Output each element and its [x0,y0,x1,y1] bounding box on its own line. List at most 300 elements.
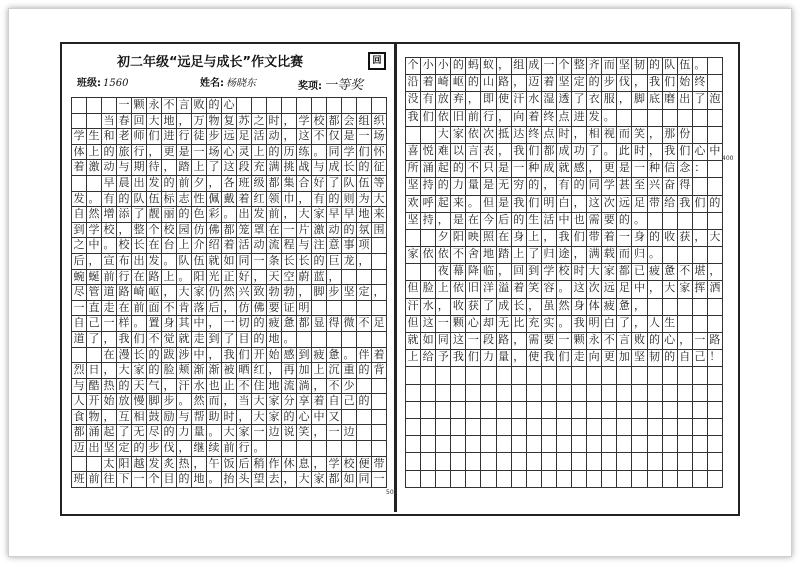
grid-cell: 上 [177,238,192,254]
grid-cell [406,471,421,488]
grid-cell: 罩 [252,223,267,239]
grid-cell [436,385,451,402]
grid-cell: 红 [252,363,267,379]
grid-cell: ， [497,110,512,127]
grid-cell [342,332,357,348]
grid-cell: 有 [557,178,572,195]
grid-cell: 中 [632,281,647,298]
grid-cell: 涌 [421,161,436,178]
grid-cell: 足 [632,196,647,213]
grid-cell: 发 [72,192,87,208]
grid-row [406,58,723,75]
grid-cell: 长 [342,160,357,176]
grid-cell: 时 [632,144,647,161]
grid-cell: 甚 [617,178,632,195]
grid-cell: 坚 [557,75,572,92]
grid-cell: 。 [282,332,297,348]
grid-cell: 们 [527,196,542,213]
grid-cell: 带 [372,457,387,473]
grid-cell: 永 [587,333,602,350]
grid-cell: 待 [147,160,162,176]
grid-row [406,75,723,92]
grid-cell: 们 [678,144,693,161]
grid-cell [693,299,708,316]
grid-cell: 置 [147,316,162,332]
grid-cell: 的 [342,223,357,239]
grid-cell: 着 [312,394,327,410]
grid-cell: 热 [177,457,192,473]
grid-cell: 加 [297,363,312,379]
grid-cell: 次 [602,196,617,213]
grid-row [72,316,387,332]
grid-cell: 的 [267,145,282,161]
grid-cell: 大 [252,394,267,410]
grid-cell: 穷 [512,178,527,195]
grid-cell [282,98,297,114]
grid-cell [512,419,527,436]
grid-cell: 旅 [117,145,132,161]
grid-cell: 终 [693,75,708,92]
grid-cell [648,213,663,230]
grid-cell: 的 [617,213,632,230]
grid-cell: 又 [327,410,342,426]
grid-cell: ， [512,350,527,367]
grid-cell: 抵 [497,127,512,144]
grid-cell: 自 [327,394,342,410]
grid-cell: 坚 [102,441,117,457]
grid-cell: 一 [693,333,708,350]
grid-cell: 依 [436,110,451,127]
grid-cell: 大 [663,281,678,298]
grid-cell: ， [357,254,372,270]
grid-cell: 无 [497,178,512,195]
grid-cell [497,402,512,419]
grid-cell: 这 [587,196,602,213]
grid-cell [693,385,708,402]
grid-cell [693,436,708,453]
grid-cell: 的 [587,75,602,92]
grid-cell [297,332,312,348]
grid-cell: 早 [342,207,357,223]
grid-cell: 中 [192,348,207,364]
grid-cell: 上 [436,281,451,298]
grid-cell: 止 [222,379,237,395]
grid-cell: 远 [222,129,237,145]
grid-cell [648,471,663,488]
grid-cell: 一 [466,333,481,350]
grid-cell: 各 [222,176,237,192]
grid-cell: 走 [192,332,207,348]
grid-cell [632,402,647,419]
grid-cell: 日 [87,363,102,379]
grid-cell: 败 [192,98,207,114]
grid-cell [602,453,617,470]
grid-cell: 所 [406,161,421,178]
grid-cell [436,471,451,488]
grid-row [406,161,723,178]
grid-cell: 更 [602,161,617,178]
grid-cell: 但 [481,196,496,213]
corner-box: 回 [368,52,386,70]
grid-cell: 在 [147,238,162,254]
grid-row [72,238,387,254]
grid-cell: 但 [406,281,421,298]
grid-cell [542,436,557,453]
grid-cell: 班 [237,176,252,192]
grid-cell: 大 [372,192,387,208]
grid-cell [312,301,327,317]
grid-cell [648,367,663,384]
grid-cell: 饭 [222,457,237,473]
grid-cell: 发 [147,254,162,270]
grid-cell [693,367,708,384]
grid-cell: 底 [648,92,663,109]
grid-cell: ， [632,316,647,333]
grid-cell: 。 [557,281,572,298]
grid-cell: 汗 [512,92,527,109]
grid-cell: ， [282,129,297,145]
grid-cell: 长 [512,299,527,316]
grid-cell: 力 [481,350,496,367]
grid-cell: 小 [421,58,436,75]
grid-cell: 天 [132,379,147,395]
grid-cell: 一 [632,161,647,178]
grid-cell: 当 [237,394,252,410]
grid-cell [708,161,723,178]
grid-cell: 了 [572,92,587,109]
grid-cell: 个 [557,58,572,75]
grid-cell [421,453,436,470]
grid-cell [693,402,708,419]
grid-cell: 心 [222,145,237,161]
grid-cell [372,425,387,441]
grid-cell [617,471,632,488]
grid-cell [617,436,632,453]
grid-cell: 仍 [207,285,222,301]
grid-cell [342,270,357,286]
grid-cell: 中 [192,316,207,332]
grid-row [72,129,387,145]
grid-cell: 身 [162,316,177,332]
grid-cell: 。 [312,145,327,161]
grid-cell: 互 [117,410,132,426]
grid-cell: 了 [617,316,632,333]
grid-cell [663,419,678,436]
grid-cell: 念 [678,161,693,178]
grid-cell: 。 [632,213,647,230]
grid-cell: 动 [252,238,267,254]
grid-cell: 长 [132,238,147,254]
grid-cell: 的 [451,161,466,178]
grid-cell: 不 [162,301,177,317]
grid-cell: 同 [436,333,451,350]
grid-cell: 自 [72,316,87,332]
grid-cell: 向 [587,350,602,367]
grid-cell: 疲 [312,348,327,364]
grid-cell: 蜒 [87,270,102,286]
grid-cell: 次 [587,281,602,298]
grid-cell: 征 [372,160,387,176]
grid-cell: 持 [421,213,436,230]
grid-cell: 光 [207,270,222,286]
grid-cell: 添 [117,207,132,223]
grid-cell: 起 [436,161,451,178]
grid-cell [282,441,297,457]
grid-cell: 宣 [102,254,117,270]
grid-cell: 我 [557,230,572,247]
grid-cell: 一 [557,333,572,350]
grid-cell [708,419,723,436]
right-writing-grid [405,57,723,488]
grid-cell [421,402,436,419]
grid-cell: 韧 [648,350,663,367]
grid-cell [632,419,647,436]
grid-cell: 们 [663,75,678,92]
grid-row [406,110,723,127]
grid-cell: 怀 [372,145,387,161]
grid-cell: 大 [117,363,132,379]
grid-cell: 。 [207,425,222,441]
grid-cell: 开 [252,348,267,364]
grid-cell: 一 [72,301,87,317]
grid-cell: 始 [678,75,693,92]
grid-row [72,285,387,301]
grid-cell [542,385,557,402]
grid-cell: 便 [357,457,372,473]
grid-cell: 来 [451,196,466,213]
grid-cell [648,436,663,453]
grid-cell: 的 [436,178,451,195]
grid-cell [648,299,663,316]
grid-cell: 颗 [132,98,147,114]
grid-cell: 悦 [421,144,436,161]
grid-cell: 成 [557,144,572,161]
grid-cell: 夜 [436,264,451,281]
grid-cell: 人 [648,316,663,333]
grid-cell: ， [252,270,267,286]
grid-cell: 大 [708,230,723,247]
grid-cell: 明 [542,196,557,213]
grid-cell: 体 [72,145,87,161]
grid-cell: ， [87,254,102,270]
grid-cell: 至 [632,178,647,195]
grid-cell: 家 [237,425,252,441]
grid-cell [342,98,357,114]
grid-cell: 。 [177,270,192,286]
grid-cell: 时 [557,127,572,144]
grid-cell: 我 [406,110,421,127]
grid-row [72,254,387,270]
grid-cell [572,402,587,419]
grid-cell: ， [102,332,117,348]
grid-cell: 远 [617,196,632,213]
grid-cell: 的 [102,145,117,161]
grid-cell: 道 [72,332,87,348]
grid-cell: 们 [237,348,252,364]
grid-cell: 说 [282,425,297,441]
grid-cell: 此 [617,144,632,161]
grid-cell: 活 [252,129,267,145]
grid-cell: 明 [587,316,602,333]
grid-cell [406,230,421,247]
grid-cell: 们 [527,144,542,161]
grid-cell: 去 [267,472,282,488]
grid-cell [542,471,557,488]
grid-cell: 早 [327,207,342,223]
grid-cell: 丽 [162,207,177,223]
grid-cell: 了 [481,299,496,316]
grid-cell: 我 [117,332,132,348]
grid-cell: 堪 [693,264,708,281]
grid-cell [678,110,693,127]
contest-title-text: 初二年级“远足与成长”作文比赛 [117,55,304,70]
grid-cell: 是 [177,145,192,161]
grid-cell: 条 [267,254,282,270]
grid-cell: 磨 [663,92,678,109]
grid-row [406,144,723,161]
grid-row [72,394,387,410]
grid-cell: 满 [587,247,602,264]
grid-cell: ， [282,207,297,223]
grid-cell: 。 [102,238,117,254]
grid-cell: 需 [587,213,602,230]
grid-cell: 沿 [406,75,421,92]
grid-cell [617,110,632,127]
grid-cell: 个 [147,472,162,488]
grid-cell: 脚 [147,394,162,410]
grid-cell: 园 [177,223,192,239]
grid-cell: ， [678,333,693,350]
grid-cell [237,98,252,114]
grid-cell: 灵 [237,145,252,161]
grid-cell: 着 [222,238,237,254]
grid-cell: 终 [527,127,542,144]
grid-cell: 组 [512,58,527,75]
grid-cell [497,367,512,384]
grid-cell: 自 [72,207,87,223]
grid-cell: 在 [267,223,282,239]
grid-cell: 泡 [708,92,723,109]
grid-cell: 蚁 [481,58,496,75]
grid-cell: 春 [117,114,132,130]
grid-row [406,230,723,247]
grid-cell: 息 [297,457,312,473]
grid-cell: 颗 [572,333,587,350]
grid-cell [572,419,587,436]
grid-cell: 气 [147,379,162,395]
grid-cell: 足 [237,129,252,145]
grid-cell: 上 [192,160,207,176]
grid-cell: 兴 [237,285,252,301]
class-label: 班级: [77,78,101,89]
grid-cell: 目 [237,332,252,348]
grid-cell: ！ [708,350,723,367]
grid-cell: 都 [222,223,237,239]
grid-cell: 为 [357,192,372,208]
grid-cell: 们 [693,196,708,213]
grid-cell: ， [282,472,297,488]
grid-cell [678,385,693,402]
grid-cell: 动 [267,129,282,145]
grid-cell: 生 [87,129,102,145]
grid-cell: 巨 [327,254,342,270]
grid-cell [451,471,466,488]
grid-cell: ， [237,410,252,426]
grid-cell: 走 [102,301,117,317]
grid-cell: 之 [252,114,267,130]
grid-cell: 涉 [177,348,192,364]
grid-cell: 在 [117,301,132,317]
grid-cell: 一 [117,98,132,114]
grid-cell [632,471,647,488]
grid-cell: 色 [192,207,207,223]
grid-cell: 的 [252,316,267,332]
grid-cell: 心 [663,333,678,350]
grid-cell: 道 [102,285,117,301]
grid-cell [312,332,327,348]
grid-cell: 都 [542,144,557,161]
grid-cell: 上 [406,350,421,367]
grid-cell: 练 [297,145,312,161]
grid-cell: 天 [267,270,282,286]
grid-cell: 的 [162,176,177,192]
grid-cell: 无 [497,316,512,333]
grid-cell [708,247,723,264]
grid-cell: 步 [147,441,162,457]
grid-cell [512,436,527,453]
grid-cell: 持 [421,178,436,195]
grid-row [406,213,723,230]
grid-cell [372,379,387,395]
grid-cell: 都 [327,114,342,130]
grid-cell [708,316,723,333]
grid-row [406,333,723,350]
grid-cell [497,419,512,436]
grid-cell: 力 [451,178,466,195]
grid-cell: 长 [282,254,297,270]
grid-cell [72,457,87,473]
page-divider [394,42,397,512]
grid-cell: 衣 [587,92,602,109]
grid-cell: 们 [572,230,587,247]
grid-cell: 的 [648,333,663,350]
grid-row [72,348,387,364]
grid-cell: 少 [342,379,357,395]
grid-cell: 给 [663,196,678,213]
grid-cell: 有 [312,192,327,208]
grid-cell: 的 [177,207,192,223]
grid-cell: ， [162,285,177,301]
grid-cell: 脸 [421,281,436,298]
grid-cell: 们 [557,350,572,367]
class-field [77,74,128,89]
grid-cell [102,98,117,114]
grid-cell [357,98,372,114]
grid-cell: ， [648,281,663,298]
grid-cell [481,402,496,419]
grid-cell: 那 [663,127,678,144]
grid-cell: 复 [222,114,237,130]
grid-cell: 的 [117,192,132,208]
grid-row [406,402,723,419]
grid-cell: ， [466,92,481,109]
grid-cell: 就 [406,333,421,350]
grid-cell [708,453,723,470]
grid-cell: 场 [372,129,387,145]
grid-cell: 地 [162,114,177,130]
grid-cell: 的 [663,350,678,367]
grid-cell [312,441,327,457]
